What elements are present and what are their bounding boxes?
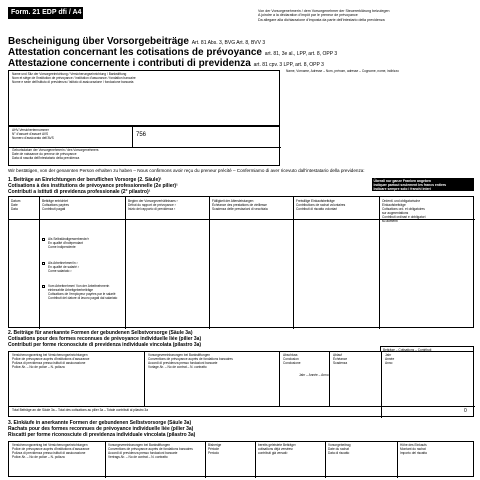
section1-line-de: 1. Beiträge an Einrichtungen der beruflichen Vorsorge (2. Säule)¹ [8, 177, 162, 183]
s3-col-paid-fr: cotisations déjà versées² [258, 447, 294, 451]
s2-col-ins-de: Versicherungsvertrag bei Versicherungseinrichtungen [12, 353, 88, 357]
s2-col-bank-de: Vorsorgevereinbarungen bei Bankstiftungen [148, 353, 211, 357]
title-de-text: Bescheinigung über Vorsorgebeiträge [8, 36, 189, 47]
s1-col-ordinary-5: Contributi ordinari e obbligatori [382, 215, 426, 219]
s2-col-year-fr: Année [385, 357, 395, 361]
section1-line-fr: Cotisations à des institutions de prévoyance professionnelle (2e pilier)¹ [8, 183, 178, 189]
s2-contract-no-label: Vorlage-Nr. – No de contrat – N. contratto [148, 365, 207, 369]
section2-line-fr: Cotisations pour des formes reconnues de prévoyance individuelle liée (pilier 3a) [8, 336, 202, 342]
birth-label-de: Geburtsdatum der Vorsorgenehmerin / des Vorsorgenehmers [12, 148, 99, 152]
opt2-fr: En qualité de salarié ² [48, 265, 79, 269]
opt3-4: Contributi del datore di lavoro pagati dal salariato [48, 296, 118, 300]
option-employee [48, 261, 79, 273]
s2-col-bank [148, 353, 233, 365]
s2-col-ins-it: Polizza di previdenza presso istituti di assicurazione [12, 361, 86, 365]
s3-col-paid [258, 443, 296, 455]
opt2-it: Come salariato ² [48, 269, 72, 273]
s2-year-label: Jahr – Année – Anno [299, 373, 329, 377]
birth-label-it: Data di nascita dell'intestatario della previdenza [12, 156, 80, 160]
s1-col-voluntary [296, 199, 345, 211]
s1-col-maturity-de: Fälligkeit der Altersleistungen [212, 199, 254, 203]
s3-col-date-it: Data di riscatto [328, 451, 350, 455]
s1-col-date-it: Data [11, 207, 18, 211]
s2-col-expiry [333, 353, 347, 365]
section3-line-de: 3. Einkäufe in anerkannte Formen der gebundenen Selbstvorsorge (Säule 3a) [8, 420, 192, 426]
s3-col-date [328, 443, 351, 455]
header-instruction-it: Da allegare alla dichiarazione d'imposta da parte dell'intestario della previdenza [258, 17, 385, 22]
s3-col-amt-it: Importo del riscatto [400, 451, 428, 455]
s2-col-exp-it: Scadenza [333, 361, 348, 365]
s2-col-conclusion [283, 353, 301, 365]
whole-francs-de: Überall nur ganze Franken angeben [373, 178, 431, 183]
ahv-birth-box [8, 126, 280, 166]
s3-col-paid-it: contributi già versati² [258, 451, 288, 455]
title-it-ref: art. 81 cpv. 3 LPP, art. 8, OPP 3 [253, 62, 324, 68]
s3-col-bank-fr: Conventions de prévoyance auprès de fondations bancaires [108, 447, 193, 451]
s1-col-date [11, 199, 20, 211]
header-instruction-de: Von der Vorsorgenehmerin / dem Vorsorgenehmer der Steuererklärung beizulegen [258, 9, 390, 13]
header-instructions [258, 9, 474, 22]
s1-col-maturity-it: Scadenza delle prestazioni di vecchiaia [212, 207, 268, 211]
form-number-badge: Form. 21 EDP dfi / A4 [8, 7, 83, 19]
s1-col-ordinary-4: sur augmentations [382, 211, 409, 215]
whole-francs-note [372, 178, 474, 191]
person-address-field[interactable] [286, 76, 472, 136]
s2-col-conc-it: Conclusione [283, 361, 301, 365]
title-fr-text: Attestation concernant les cotisations de prévoyance [8, 47, 262, 58]
s3-col-ins-fr: Police de prévoyance auprès d'institutions d'assurance [12, 447, 90, 451]
s3-col-bank [108, 443, 193, 455]
s2-col-exp-fr: Échéance [333, 357, 348, 361]
institution-label-it: Nome e sede dell'istituto di previdenza / istituto di assicurazione / fondazione bancaria [12, 80, 134, 84]
option-self-employed [48, 237, 89, 249]
section1-line-it: Contributi a istituti di previdenza professionale (2° pilastro)¹ [8, 189, 151, 195]
s3-col-amount [400, 443, 427, 455]
s1-col-ordinary-6: su aumenti [382, 219, 398, 223]
section2-heading [8, 330, 201, 348]
opt3-1: Vom Arbeitnehmer/ Von der Arbeitnehmerin [48, 284, 110, 288]
s1-col-start [128, 199, 178, 211]
s2-total-value[interactable]: 0 [464, 408, 467, 414]
s3-col-paid-de: bereits geleistete Beiträge² [258, 443, 296, 447]
s1-col-ordinary-3: Cotisations ord. et obligatoires [382, 207, 425, 211]
title-fr-ref: art. 81, 3e al., LPP, art. 8, OPP 3 [264, 51, 338, 57]
self-employed-checkbox[interactable] [42, 238, 45, 241]
s1-col-ordinary-1: Ordentl. und obligatorische [382, 199, 421, 203]
s1-col-date-de: Datum [11, 199, 21, 203]
s3-col-ins-de: Versicherungsvertrag bei Versicherungseinrichtungen [12, 443, 88, 447]
opt1-fr: En qualité d'indépendant [48, 241, 83, 245]
s1-col-paid [42, 199, 69, 211]
birth-label-fr: Date de naissance du preneur de prévoyance [12, 152, 77, 156]
ahv-label-fr: N° d'assuré d'assuré AVS [12, 132, 49, 136]
s3-col-per-fr: Période [208, 447, 219, 451]
section2-line-it: Contributi per forme riconosciute di previdenza individuale vincolata (pilastro 3a) [8, 342, 202, 348]
ahv-label-it: Numero d'assicurato dell'AVS [12, 136, 54, 140]
section1-table [8, 196, 474, 328]
section2-table [8, 351, 474, 417]
institution-box[interactable] [8, 70, 280, 126]
s2-col-year [385, 353, 394, 365]
header-instruction-fr: A joindre a la déclaration d'impôt par le preneur de prévoyance [258, 13, 358, 18]
s1-col-maturity-fr: Échéance des prestations de vieillesse [212, 203, 267, 207]
s2-col-bank-it: Accordi di previdenza presso fondazioni bancarie [148, 361, 218, 365]
opt3-2: einbezahlte Arbeitgeberbeiträge [48, 288, 94, 292]
s2-col-conc-fr: Conclusion [283, 357, 299, 361]
s3-contract-no-label: Vertrags-Nr. – No de contrat – N. contratto [108, 455, 168, 459]
section3-heading [8, 420, 195, 438]
s2-policy-no-label: Police-Nr. – No de police – N. polizza [12, 365, 65, 369]
s3-col-per-it: Periodo [208, 451, 219, 455]
opt3-3: Cotisations de l'employeur payées par le salarié [48, 292, 116, 296]
s1-col-voluntary-de: Freiwillige Einkaufsbeiträge [296, 199, 335, 203]
s1-col-start-fr: Début du rapport de prévoyance ³ [128, 203, 176, 207]
whole-francs-it: Indicare sempre solo i franchi interi [373, 186, 431, 191]
institution-label-de: Name und Sitz der Vorsorgeeinrichtung / Versicherungseinrichtung / Bankstiftung [12, 72, 127, 76]
s3-col-amt-de: Höhe des Einkaufs [400, 443, 427, 447]
s2-col-conc-de: Abschluss [283, 353, 298, 357]
s1-col-date-fr: Date [11, 203, 18, 207]
s1-col-maturity [212, 199, 268, 211]
s1-col-ordinary-2: Einkaufsbeiträge [382, 203, 406, 207]
s2-col-exp-de: Ablauf [333, 353, 343, 357]
institution-label-fr: Nom et siège de l'institution de prévoyance / institution d'assurance / fondation bancaire [12, 76, 136, 80]
section2-line-de: 2. Beiträge für anerkannte Formen der gebundenen Selbstvorsorge (Säule 3a) [8, 330, 193, 336]
s2-col-year-it: Anno [385, 361, 393, 365]
s2-col-ins-fr: Police de prévoyance auprès d'institutions d'assurance [12, 357, 90, 361]
s1-col-paid-fr: Cotisations payées [42, 203, 69, 207]
employee-checkbox[interactable] [42, 262, 45, 265]
s3-col-bank-de: Vorsorgevereinbarungen bei Bankstiftungen [108, 443, 171, 447]
section3-line-it: Riscatti per forme riconosciute di previdenza individuale vincolata (pilastro 3a) [8, 432, 196, 438]
s2-col-year-de: Jahr [385, 353, 392, 357]
opt1-it: Come indipendente [48, 245, 76, 249]
s1-col-start-it: Inizio del rapporto di previdenza ³ [128, 207, 176, 211]
title-de-ref: Art. 81 Abs. 3, BVG Art. 8, BVV 3 [191, 40, 266, 46]
s1-col-start-de: Beginn der Vorsorgeverhältnisses ³ [128, 199, 178, 203]
option-employer-contrib [48, 284, 117, 300]
s2-col-insurance [12, 353, 89, 365]
s3-col-date-de: Vorsorgebeitrag [328, 443, 351, 447]
opt1-de: Als Selbständigerwerbende/r [48, 237, 89, 241]
s3-col-amt-fr: Montant du rachat [400, 447, 426, 451]
s3-col-bank-it: Accordi di previdenza presso fondazioni bancarie [108, 451, 178, 455]
s2-total-label: Total Beiträge an die Säule 3a – Total des cotisations au pilier 3a – Totale contributi al pilastro 3a [12, 408, 148, 412]
s3-policy-no-label: Police-Nr. – No de police – N. polizza [12, 455, 65, 459]
s3-col-per-de: Bisherige [208, 443, 222, 447]
ahv-label-de: AHV-Versichertennummer [12, 128, 49, 132]
s1-col-ordinary [382, 199, 425, 223]
section3-table [8, 441, 474, 477]
section3-line-fr: Rachats pour des formes reconnues de prévoyance individuelle liée (pilier 3a) [8, 426, 194, 432]
ahv-number-value[interactable]: 756 [136, 132, 147, 138]
s3-col-date-fr: Date du rachat [328, 447, 349, 451]
whole-francs-fr: Indiquer partout seulement les francs entiers [373, 182, 447, 187]
title-it-text: Attestazione concernente i contributi di previdenza [8, 58, 251, 69]
s3-col-ins-it: Polizza di previdenza presso istituti di assicurazione [12, 451, 86, 455]
s3-col-period [208, 443, 221, 455]
s2-col-bank-fr: Conventions de prévoyance auprès de fondations bancaires [148, 357, 233, 361]
s1-col-paid-de: Beiträge entrichtet [42, 199, 68, 203]
s1-col-voluntary-it: Contributi di riscatto volontari [296, 207, 338, 211]
s3-col-insurance [12, 443, 89, 455]
person-address-label: Name, Vorname, Adresse – Nom, prénom, adresse – Cognome, nome, indirizzo [286, 69, 399, 73]
section2-contrib-header: Beiträge – Cotisations – Contributi [380, 346, 474, 352]
confirmation-line: Wir bestätigen, von der genannten Person erhalten zu haben – Nous confirmons avoir reçu du preneur précité – Confermiamo di aver ricevuto dall'intestatario della previdenza: [8, 168, 365, 173]
opt2-de: Als Arbeitnehmer/in ² [48, 261, 78, 265]
employer-contrib-checkbox[interactable] [42, 285, 45, 288]
s1-col-paid-it: Contributi pagati [42, 207, 66, 211]
s1-col-voluntary-fr: Contributions de rachat volontaires [296, 203, 346, 207]
section1-heading [8, 177, 178, 195]
